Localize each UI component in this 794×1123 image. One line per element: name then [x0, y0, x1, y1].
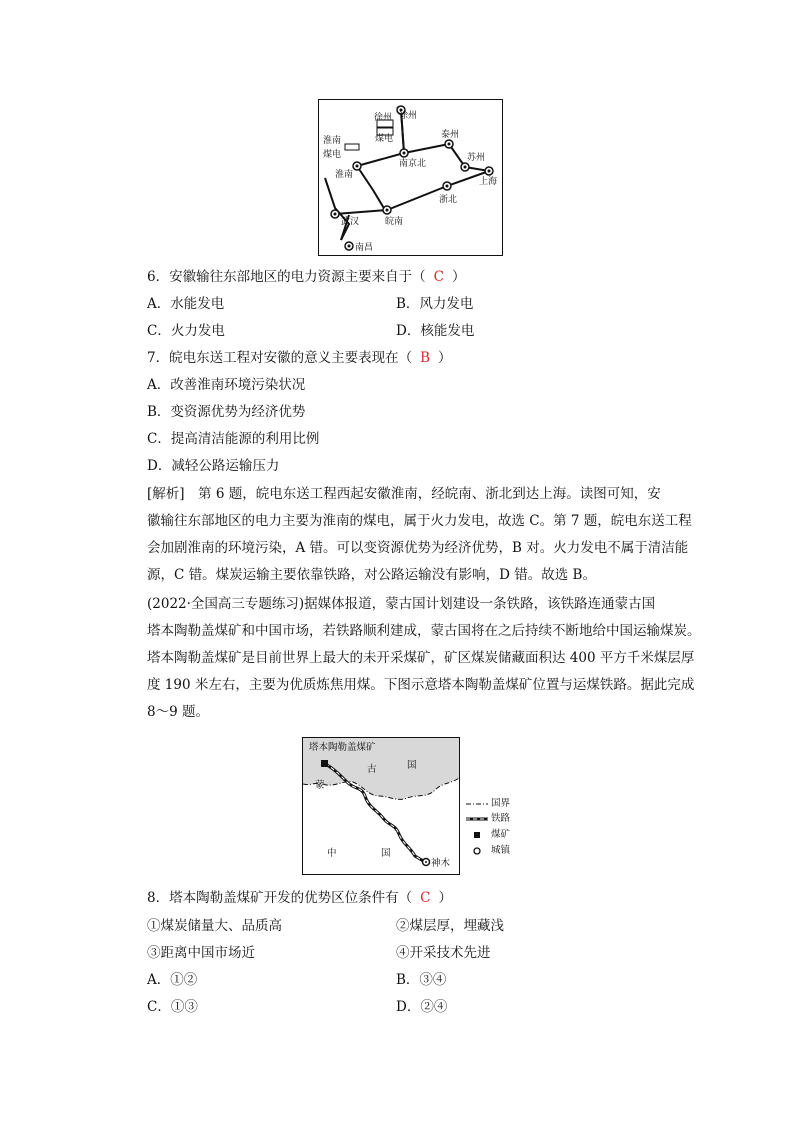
- power-transmission-map: [318, 99, 503, 256]
- q7-option-c: C．提高清洁能源的利用比例: [147, 431, 320, 447]
- q8-stem-text: 8．塔本陶勒盖煤矿开发的优势区位条件有（: [147, 890, 413, 906]
- q6-stem-text: 6．安徽输往东部地区的电力资源主要来自于（: [147, 269, 426, 285]
- label-nanjingbei: 南京北: [399, 159, 427, 169]
- label-mine: 塔本陶勒盖煤矿: [309, 742, 376, 753]
- analysis-line-1: [解析] 第 6 题，皖电东送工程西起安徽淮南，经皖南、浙北到达上海。读图可知，安: [147, 486, 661, 502]
- passage-line-5: 8～9 题。: [147, 704, 209, 720]
- label-wannan: 皖南: [385, 217, 404, 227]
- label-gu: 古: [367, 764, 377, 775]
- q7-option-b: B．变资源优势为经济优势: [147, 404, 306, 420]
- q8-answer: C: [420, 890, 431, 906]
- q6-answer: C: [433, 269, 444, 285]
- legend-mine: [466, 826, 510, 840]
- q7-option-a: A．改善淮南环境污染状况: [147, 377, 306, 393]
- passage-line-2: 塔本陶勒盖煤矿和中国市场，若铁路顺利建成，蒙古国将在之后持续不断地给中国运输煤炭。: [147, 623, 701, 639]
- coal-mine-marker: [321, 760, 328, 767]
- legend-railway-label: 铁路: [491, 813, 511, 824]
- huainan-plant-icon: [345, 144, 359, 150]
- q6-option-d: D．核能发电: [396, 323, 475, 339]
- q8-statement-1: ①煤炭储量大、品质高: [147, 918, 282, 934]
- power-transmission-map-svg: [319, 100, 502, 255]
- passage-line-1: (2022·全国高三专题练习)据媒体报道，蒙古国计划建设一条铁路，该铁路连通蒙古国: [147, 596, 656, 612]
- coal-railway-map-svg: [303, 738, 459, 874]
- label-xuzhou: 徐州: [399, 111, 418, 121]
- label-wuhan: 武汉: [341, 217, 360, 227]
- coal-railway-map: [302, 737, 460, 875]
- q8-statement-3: ③距离中国市场近: [147, 945, 255, 961]
- legend-mine-label: 煤矿: [491, 829, 511, 840]
- railway-symbol-icon: [466, 816, 488, 822]
- q8-stem-close: ）: [438, 890, 452, 906]
- legend-border: [466, 795, 510, 809]
- q7-stem-text: 7．皖电东送工程对安徽的意义主要表现在（: [147, 350, 413, 366]
- legend-railway: [466, 810, 510, 824]
- q7-stem: [147, 349, 452, 367]
- label-suzhou: 苏州: [467, 153, 486, 163]
- label-taizhou: 泰州: [441, 130, 460, 140]
- label-nanchang: 南昌: [355, 243, 374, 253]
- label-guo2: 国: [381, 848, 391, 859]
- q6-stem-close: ）: [451, 269, 466, 285]
- q7-stem-close: ）: [438, 350, 452, 366]
- legend-town: [466, 842, 510, 856]
- q8-statement-2: ②煤层厚，埋藏浅: [396, 918, 504, 934]
- q6-option-b: B．风力发电: [396, 296, 474, 312]
- passage-line-4: 度 190 米左右，主要为优质炼焦用煤。下图示意塔本陶勒盖煤矿位置与运煤铁路。据此完成: [147, 677, 695, 693]
- mine-symbol-icon: [466, 831, 488, 839]
- q8-option-b: B．③④: [396, 972, 447, 988]
- label-shanghai: 上海: [479, 177, 498, 187]
- q6-stem: [147, 268, 465, 286]
- passage-line-3: 塔本陶勒盖煤矿是目前世界上最大的未开采煤矿，矿区煤炭储藏面积达 400 平方千米煤层厚: [147, 650, 695, 666]
- q8-option-a: A．①②: [147, 972, 198, 988]
- legend-border-label: 国界: [491, 798, 511, 809]
- label-zhong: 中: [327, 848, 337, 859]
- border-symbol-icon: [466, 801, 488, 807]
- q7-option-d: D．减轻公路运输压力: [147, 458, 280, 474]
- q6-option-c: C．火力发电: [147, 323, 225, 339]
- q8-stem: [147, 889, 452, 907]
- label-huainan-meidian: 淮南: [323, 136, 342, 146]
- label-meng: 蒙: [315, 780, 325, 791]
- q6-option-a: A．水能发电: [147, 296, 225, 312]
- legend-town-label: 城镇: [491, 845, 511, 856]
- label-zhebei: 浙北: [439, 195, 458, 205]
- q8-statement-4: ④开采技术先进: [396, 945, 491, 961]
- label-shenmu: 神木: [431, 858, 451, 869]
- q8-option-c: C．①③: [147, 999, 198, 1015]
- q8-option-d: D．②④: [396, 999, 448, 1015]
- town-symbol-icon: [466, 847, 488, 855]
- label-huainan-meidian2: 煤电: [323, 150, 342, 160]
- label-xuzhou-city: 徐州: [374, 113, 393, 123]
- q7-answer: B: [420, 350, 431, 366]
- analysis-line-4: 源，C 错。煤炭运输主要依靠铁路，对公路运输没有影响，D 错。故选 B。: [147, 567, 596, 583]
- analysis-line-3: 会加剧淮南的环境污染，A 错。可以变资源优势为经济优势，B 对。火力发电不属于清洁能: [147, 540, 689, 556]
- analysis-line-2: 徽输往东部地区的电力主要为淮南的煤电，属于火力发电，故选 C。第 7 题，皖电东送工程: [147, 513, 692, 529]
- label-xuzhou-meidian: 煤电: [375, 134, 394, 144]
- label-guo: 国: [407, 760, 417, 771]
- label-huainan: 淮南: [335, 170, 354, 180]
